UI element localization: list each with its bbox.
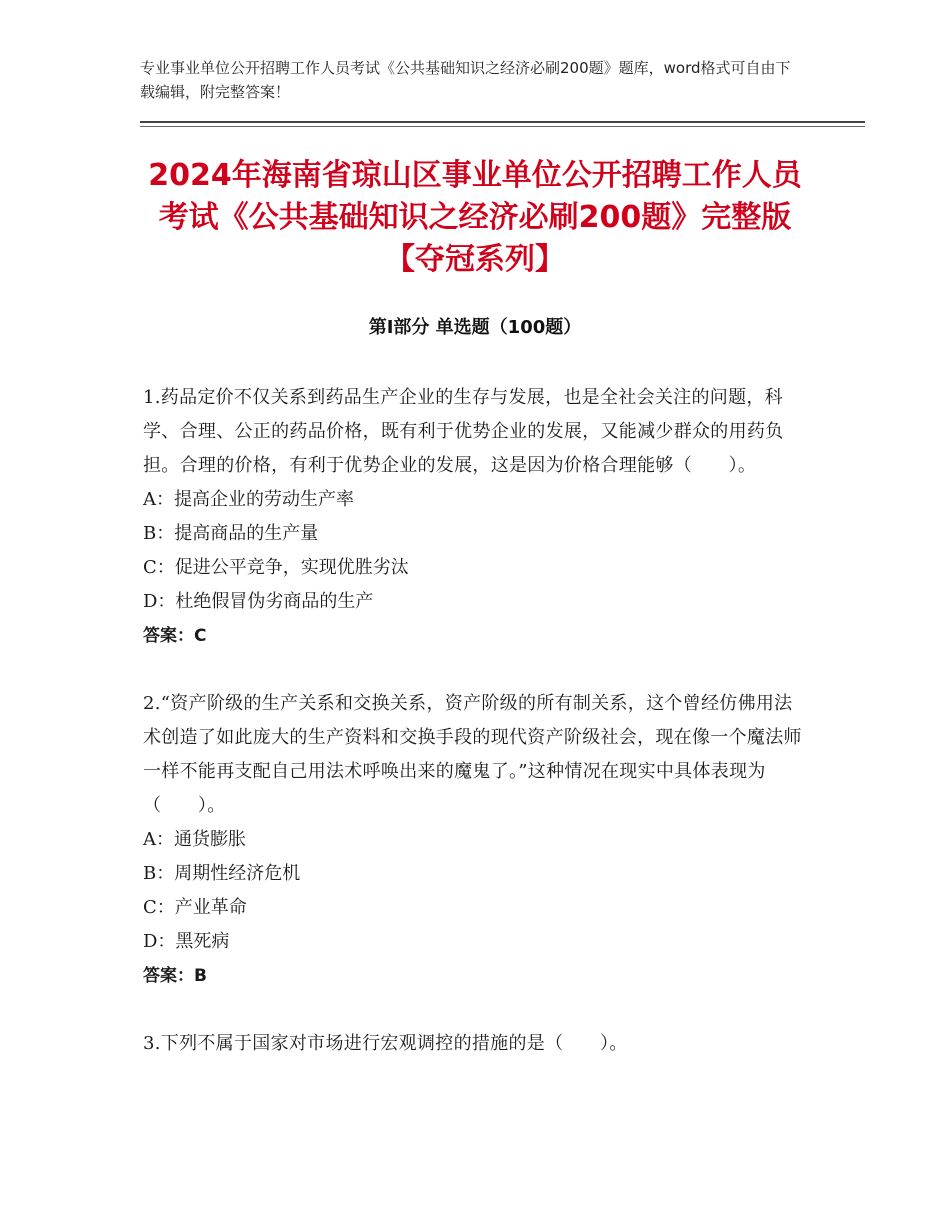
header-rule-thin <box>140 126 865 127</box>
option-c: C：产业革命 <box>143 897 247 918</box>
answer: 答案：B <box>143 966 207 986</box>
section-heading: 第Ⅰ部分 单选题（100题） <box>368 317 582 338</box>
question-stem: 2.“资产阶级的生产关系和交换关系，资产阶级的所有制关系，这个曾经仿佛用法术创造了如此庞大的生产资料和交换手段的现代资产阶级社会，现在像一个魔法师一样不能再支配自己用法术呼唤出来的魔鬼了。”这种情况在现实中具体表现为（ ）。 <box>143 693 802 816</box>
question-stem: 1.药品定价不仅关系到药品生产企业的生存与发展，也是全社会关注的问题，科学、合理、公正的药品价格，既有利于优势企业的发展，又能减少群众的用药负担。合理的价格，有利于优势企业的发展，这是因为价格合理能够（ ）。 <box>143 387 784 476</box>
question-stem: 3.下列不属于国家对市场进行宏观调控的措施的是（ ）。 <box>143 1033 628 1054</box>
question-2 <box>143 687 803 993</box>
header-rule-thick <box>140 121 865 123</box>
option-b: B：提高商品的生产量 <box>143 523 319 544</box>
question-list <box>143 381 803 1095</box>
option-a: A：提高企业的劳动生产率 <box>143 489 354 510</box>
option-d: D：黑死病 <box>143 931 230 952</box>
option-b: B：周期性经济危机 <box>143 863 301 884</box>
header-note: 专业事业单位公开招聘工作人员考试《公共基础知识之经济必刷200题》题库，word格式可自由下载编辑，附完整答案！ <box>140 59 791 101</box>
document-title: 2024年海南省琼山区事业单位公开招聘工作人员考试《公共基础知识之经济必刷200题》完整版【夺冠系列】 <box>148 158 802 277</box>
question-3 <box>143 1027 803 1061</box>
option-d: D：杜绝假冒伪劣商品的生产 <box>143 591 374 612</box>
option-c: C：促进公平竞争，实现优胜劣汰 <box>143 557 409 578</box>
answer: 答案：C <box>143 626 207 646</box>
question-1 <box>143 381 803 653</box>
option-a: A：通货膨胀 <box>143 829 246 850</box>
